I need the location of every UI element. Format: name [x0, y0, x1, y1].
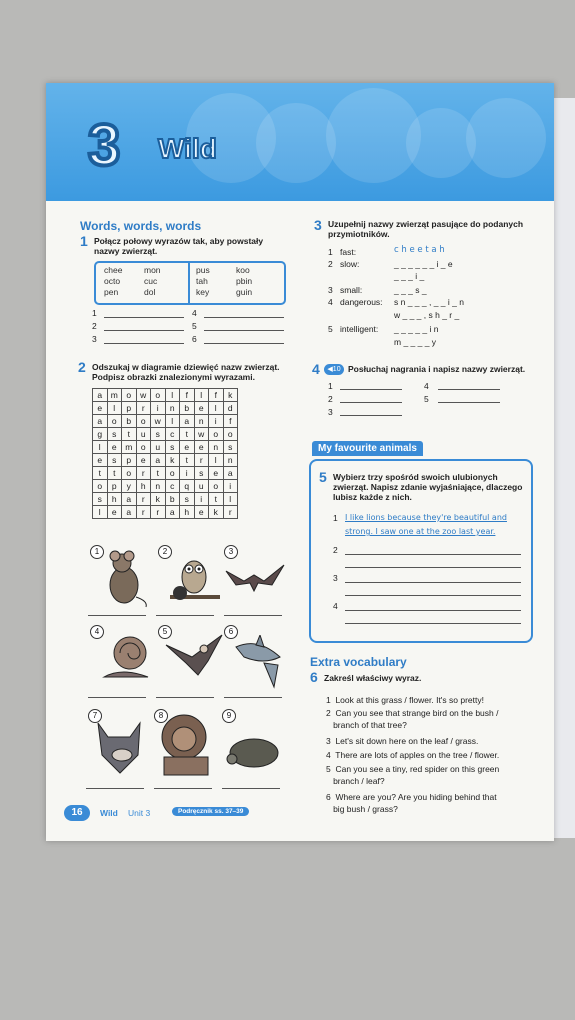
vocab-item[interactable]: branch of that tree?	[326, 720, 407, 730]
grid-cell[interactable]: e	[195, 506, 210, 519]
item-label: small:	[340, 285, 363, 295]
grid-cell[interactable]: t	[180, 428, 195, 441]
grid-cell[interactable]: l	[108, 402, 123, 415]
grid-cell[interactable]: e	[108, 506, 123, 519]
grid-cell[interactable]: t	[180, 454, 195, 467]
grid-cell[interactable]: s	[180, 493, 195, 506]
grid-cell[interactable]: u	[151, 441, 166, 454]
vocab-item[interactable]: 3 Let's sit down here on the leaf / grass.	[326, 736, 479, 746]
exercise-1-instruction: Połącz połowy wyrazów tak, aby powstały nazwy zwierząt.	[94, 236, 264, 257]
grid-cell[interactable]: s	[108, 428, 123, 441]
grid-cell[interactable]: k	[151, 493, 166, 506]
grid-cell[interactable]: q	[180, 480, 195, 493]
item-number: 2	[328, 259, 333, 269]
workbook-page	[46, 83, 554, 841]
picture-answer-line[interactable]	[156, 697, 214, 698]
word-half: pen	[104, 287, 119, 297]
grid-cell[interactable]: i	[224, 480, 239, 493]
unit-number: 3	[88, 113, 121, 178]
vocab-item[interactable]: 2 Can you see that strange bird on the bush /	[326, 708, 499, 718]
grid-cell[interactable]: e	[209, 467, 224, 480]
grid-cell[interactable]: r	[224, 506, 239, 519]
vocab-item[interactable]: branch / leaf?	[326, 776, 385, 786]
grid-cell[interactable]: r	[151, 506, 166, 519]
word-search-grid	[92, 388, 238, 519]
writing-line[interactable]	[345, 595, 521, 596]
grid-cell[interactable]: w	[151, 415, 166, 428]
example-answer-line-1: I like lions because they're beautiful and	[345, 513, 507, 522]
grid-cell[interactable]: t	[209, 493, 224, 506]
grid-cell[interactable]: b	[122, 415, 137, 428]
grid-cell[interactable]: w	[137, 389, 152, 402]
vocab-item[interactable]: 4 There are lots of apples on the tree / flower.	[326, 750, 500, 760]
grid-cell[interactable]: u	[195, 480, 210, 493]
item-label: dangerous:	[340, 297, 383, 307]
grid-cell[interactable]: r	[137, 467, 152, 480]
grid-cell[interactable]: o	[122, 389, 137, 402]
writing-line[interactable]	[345, 554, 521, 555]
grid-cell[interactable]: w	[195, 428, 210, 441]
grid-cell[interactable]: l	[166, 389, 181, 402]
grid-cell[interactable]: a	[224, 467, 239, 480]
mouse-picture	[102, 549, 152, 609]
grid-cell[interactable]: k	[209, 506, 224, 519]
grid-cell[interactable]: i	[180, 467, 195, 480]
answer-number: 1	[328, 381, 333, 391]
item-answer[interactable]: m _ _ _ _ y	[394, 337, 437, 347]
owl-picture	[170, 549, 220, 609]
unit-title: Wild	[158, 133, 217, 164]
grid-cell[interactable]: t	[151, 467, 166, 480]
item-answer[interactable]: _ _ _ _ _ _ i _ e	[394, 259, 453, 269]
picture-number: 3	[224, 545, 238, 559]
grid-cell[interactable]: a	[122, 493, 137, 506]
grid-cell[interactable]: e	[137, 454, 152, 467]
item-answer[interactable]: _ _ _ s _	[394, 285, 427, 295]
line-number: 4	[333, 601, 338, 611]
answer-line[interactable]	[104, 330, 184, 331]
word-half: koo	[236, 265, 250, 275]
grid-cell[interactable]: t	[108, 467, 123, 480]
picture-number: 6	[224, 625, 238, 639]
vocab-item[interactable]: 1 Look at this grass / flower. It's so pretty!	[326, 695, 484, 705]
grid-cell[interactable]: o	[93, 480, 108, 493]
grid-cell[interactable]: a	[151, 454, 166, 467]
answer-number: 6	[192, 334, 197, 344]
grid-cell[interactable]: t	[93, 467, 108, 480]
grid-cell[interactable]: m	[108, 389, 123, 402]
lion-picture	[154, 711, 216, 777]
grid-cell[interactable]: a	[166, 506, 181, 519]
grid-cell[interactable]: n	[151, 480, 166, 493]
picture-answer-line[interactable]	[224, 615, 282, 616]
grid-cell[interactable]: k	[224, 389, 239, 402]
exercise-6-instruction: Zakreśl właściwy wyraz.	[324, 673, 422, 683]
grid-cell[interactable]: n	[195, 415, 210, 428]
item-answer-handwritten[interactable]: c h e e t a h	[394, 245, 445, 255]
grid-cell[interactable]: o	[137, 415, 152, 428]
section-title: Words, words, words	[80, 219, 202, 233]
grid-cell[interactable]: i	[151, 402, 166, 415]
favourite-animals-tab: My favourite animals	[312, 441, 423, 456]
picture-number: 4	[90, 625, 104, 639]
word-half: pus	[196, 265, 210, 275]
line-number: 1	[333, 513, 338, 523]
picture-answer-line[interactable]	[86, 788, 144, 789]
grid-cell[interactable]: r	[137, 402, 152, 415]
coursebook-reference: Podręcznik ss. 37–39	[172, 807, 249, 816]
item-label: fast:	[340, 247, 357, 257]
grid-cell[interactable]: h	[108, 493, 123, 506]
answer-line[interactable]	[104, 343, 184, 344]
grid-cell[interactable]: f	[224, 415, 239, 428]
picture-number: 9	[222, 709, 236, 723]
audio-track-icon[interactable]: ◀10	[324, 364, 344, 375]
word-half: chee	[104, 265, 123, 275]
writing-line[interactable]	[345, 582, 521, 583]
grid-cell[interactable]: m	[122, 441, 137, 454]
grid-cell[interactable]: o	[166, 467, 181, 480]
vocab-item[interactable]: big bush / grass?	[326, 804, 398, 814]
grid-cell[interactable]: a	[93, 415, 108, 428]
grid-cell[interactable]: o	[108, 415, 123, 428]
item-number: 5	[328, 324, 333, 334]
word-half: tah	[196, 276, 208, 286]
answer-line[interactable]	[438, 402, 500, 403]
grid-cell[interactable]: i	[209, 415, 224, 428]
exercise-3-instruction: Uzupełnij nazwy zwierząt pasujące do podanych przymiotników.	[328, 219, 524, 240]
grid-cell[interactable]: u	[137, 428, 152, 441]
grid-cell[interactable]: l	[93, 441, 108, 454]
grid-cell[interactable]: b	[166, 493, 181, 506]
grid-cell[interactable]: l	[224, 493, 239, 506]
grid-cell[interactable]: l	[166, 415, 181, 428]
exercise-5-instruction: Wybierz trzy spośród swoich ulubionych zwierząt. Napisz zdanie wyjaśniające, dlaczego lubisz każde z nich.	[333, 472, 523, 503]
page-number-badge: 16	[64, 805, 90, 821]
grid-cell[interactable]: a	[180, 415, 195, 428]
grid-cell[interactable]: o	[151, 389, 166, 402]
grid-cell[interactable]: d	[224, 402, 239, 415]
grid-cell[interactable]: r	[137, 493, 152, 506]
answer-number: 4	[424, 381, 429, 391]
grid-cell[interactable]: l	[195, 389, 210, 402]
picture-number: 5	[158, 625, 172, 639]
item-answer[interactable]: s n _ _ _ , _ _ i _ n	[394, 297, 464, 307]
line-number: 3	[333, 573, 338, 583]
word-half: guin	[236, 287, 253, 297]
grid-cell[interactable]: e	[195, 441, 210, 454]
grid-cell[interactable]: r	[137, 506, 152, 519]
answer-line[interactable]	[340, 402, 402, 403]
grid-cell[interactable]: e	[108, 441, 123, 454]
wolf-picture	[92, 715, 148, 775]
exercise-2-instruction: Odszukaj w diagramie dziewięć nazw zwierząt. Podpisz obrazki znalezionymi wyrazami.	[92, 362, 280, 383]
picture-answer-line[interactable]	[222, 788, 280, 789]
word-half: dol	[144, 287, 156, 297]
grid-cell[interactable]: c	[166, 428, 181, 441]
word-half: pbin	[236, 276, 253, 286]
answer-number: 5	[192, 321, 197, 331]
word-half: cuc	[144, 276, 158, 286]
answer-number: 3	[92, 334, 97, 344]
grid-cell[interactable]: y	[122, 480, 137, 493]
grid-cell[interactable]: p	[122, 454, 137, 467]
item-number: 1	[328, 247, 333, 257]
grid-cell[interactable]: o	[209, 480, 224, 493]
unit-banner	[46, 83, 554, 201]
line-number: 2	[333, 545, 338, 555]
tortoise-picture	[224, 733, 284, 773]
grid-cell[interactable]: e	[93, 454, 108, 467]
picture-answer-line[interactable]	[88, 697, 146, 698]
bat-picture	[224, 563, 286, 595]
writing-line[interactable]	[345, 623, 521, 624]
audio-track-number: 10	[332, 366, 341, 373]
footer-unit-label: Unit 3	[128, 808, 151, 818]
grid-cell[interactable]: e	[180, 441, 195, 454]
answer-line[interactable]	[104, 317, 184, 318]
answer-line[interactable]	[340, 415, 402, 416]
picture-answer-line[interactable]	[88, 615, 146, 616]
answer-number: 4	[192, 308, 197, 318]
picture-number: 8	[154, 709, 168, 723]
grid-cell[interactable]: l	[209, 454, 224, 467]
picture-answer-line[interactable]	[224, 697, 282, 698]
vocab-item[interactable]: 5 Can you see a tiny, red spider on this green	[326, 764, 500, 774]
grid-cell[interactable]: o	[122, 467, 137, 480]
grid-cell[interactable]: e	[93, 402, 108, 415]
exercise-4-number: 4	[312, 361, 320, 377]
answer-line[interactable]	[204, 330, 284, 331]
grid-cell[interactable]: n	[209, 441, 224, 454]
vulture-picture	[164, 631, 224, 681]
grid-cell[interactable]: c	[166, 480, 181, 493]
exercise-5-number: 5	[319, 469, 327, 485]
writing-line[interactable]	[345, 567, 521, 568]
shark-picture	[234, 635, 284, 691]
grid-cell[interactable]: h	[180, 506, 195, 519]
grid-cell[interactable]: s	[93, 493, 108, 506]
grid-cell[interactable]: e	[195, 402, 210, 415]
answer-number: 2	[92, 321, 97, 331]
grid-cell[interactable]: l	[93, 506, 108, 519]
exercise-4-instruction: Posłuchaj nagrania i napisz nazwy zwierząt.	[348, 364, 526, 374]
grid-cell[interactable]: t	[122, 428, 137, 441]
exercise-2-number: 2	[78, 359, 86, 375]
answer-number: 5	[424, 394, 429, 404]
item-answer[interactable]: w _ _ _ , s h _ r _	[394, 310, 460, 320]
grid-cell[interactable]: s	[166, 441, 181, 454]
answer-number: 3	[328, 407, 333, 417]
grid-cell[interactable]: l	[209, 402, 224, 415]
footer-unit-name: Wild	[100, 808, 118, 818]
word-half: key	[196, 287, 210, 297]
item-answer[interactable]: _ _ _ i _	[394, 271, 425, 281]
grid-cell[interactable]: o	[137, 441, 152, 454]
word-half: mon	[144, 265, 161, 275]
grid-cell[interactable]: a	[93, 389, 108, 402]
exercise-1-number: 1	[80, 233, 88, 249]
grid-cell[interactable]: s	[195, 467, 210, 480]
grid-cell[interactable]: a	[122, 506, 137, 519]
grid-cell[interactable]: n	[166, 402, 181, 415]
grid-cell[interactable]: s	[108, 454, 123, 467]
grid-cell[interactable]: b	[180, 402, 195, 415]
picture-answer-line[interactable]	[156, 615, 214, 616]
exercise-6-number: 6	[310, 669, 318, 685]
word-halves-box	[94, 261, 286, 305]
example-answer-line-2: strong. I saw one at the zoo last year.	[345, 527, 496, 536]
item-number: 4	[328, 297, 333, 307]
grid-cell[interactable]: s	[151, 428, 166, 441]
grid-cell[interactable]: r	[195, 454, 210, 467]
item-label: intelligent:	[340, 324, 379, 334]
favourite-animals-box	[309, 459, 533, 643]
vocab-item[interactable]: 6 Where are you? Are you hiding behind that	[326, 792, 497, 802]
item-label: slow:	[340, 259, 360, 269]
grid-cell[interactable]: k	[166, 454, 181, 467]
grid-cell[interactable]: g	[93, 428, 108, 441]
item-number: 3	[328, 285, 333, 295]
grid-cell[interactable]: n	[224, 454, 239, 467]
grid-cell[interactable]: f	[180, 389, 195, 402]
item-answer[interactable]: _ _ _ _ _ i n	[394, 324, 439, 334]
answer-line[interactable]	[204, 343, 284, 344]
grid-cell[interactable]: o	[209, 428, 224, 441]
answer-line[interactable]	[438, 389, 500, 390]
grid-cell[interactable]: p	[122, 402, 137, 415]
picture-number: 7	[88, 709, 102, 723]
picture-number: 1	[90, 545, 104, 559]
answer-line[interactable]	[340, 389, 402, 390]
grid-cell[interactable]: i	[195, 493, 210, 506]
grid-cell[interactable]: s	[224, 441, 239, 454]
picture-answer-line[interactable]	[154, 788, 212, 789]
exercise-3-number: 3	[314, 217, 322, 233]
extra-vocabulary-title: Extra vocabulary	[310, 655, 407, 669]
answer-line[interactable]	[204, 317, 284, 318]
answer-number: 2	[328, 394, 333, 404]
snail-picture	[100, 629, 152, 689]
picture-number: 2	[158, 545, 172, 559]
grid-cell[interactable]: o	[224, 428, 239, 441]
word-half: octo	[104, 276, 121, 286]
grid-cell[interactable]: f	[209, 389, 224, 402]
grid-cell[interactable]: h	[137, 480, 152, 493]
answer-number: 1	[92, 308, 97, 318]
writing-line[interactable]	[345, 610, 521, 611]
grid-cell[interactable]: p	[108, 480, 123, 493]
